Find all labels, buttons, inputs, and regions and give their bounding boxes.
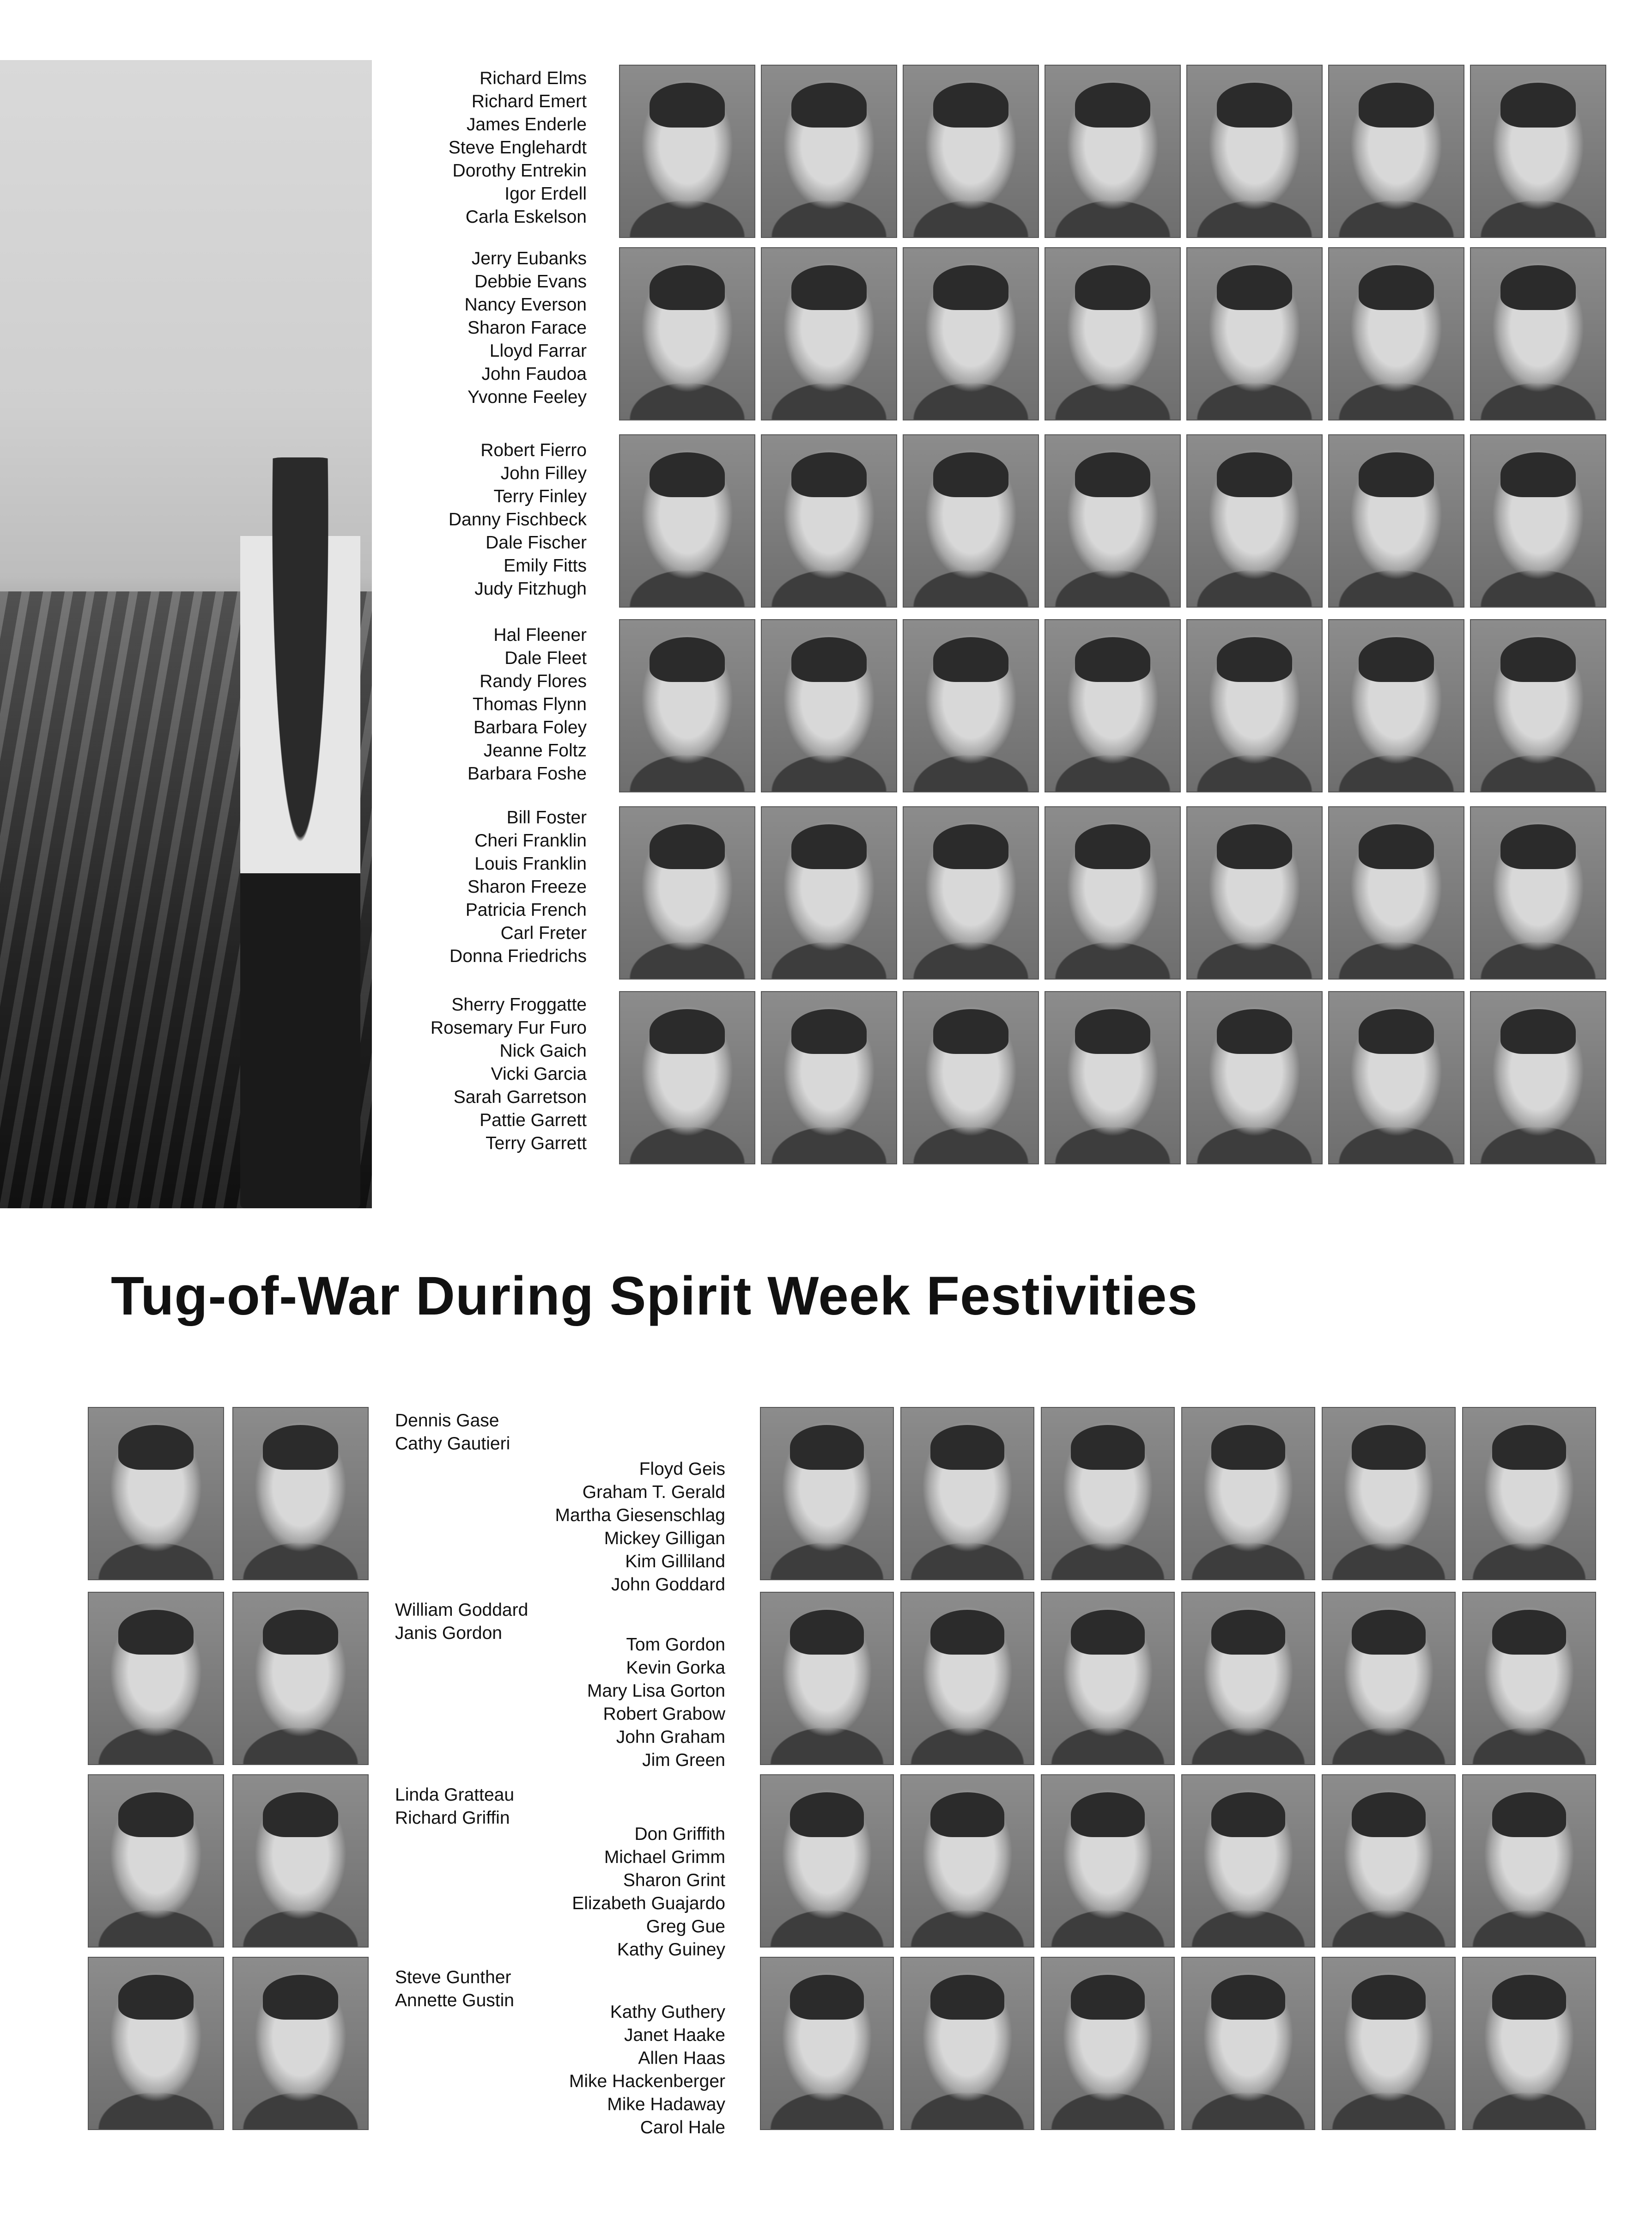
name-label: Sarah Garretson xyxy=(453,1087,587,1107)
student-portrait xyxy=(232,1407,369,1580)
name-label: Donna Friedrichs xyxy=(449,946,587,966)
portrait-hair-shape xyxy=(1071,1610,1145,1654)
name-label: John Filley xyxy=(500,463,587,483)
name-label: Sharon Farace xyxy=(468,318,587,338)
name-label: Greg Gue xyxy=(646,1917,725,1936)
name-label: Nancy Everson xyxy=(464,295,587,315)
student-portrait xyxy=(761,434,897,608)
student-portrait xyxy=(1470,619,1606,792)
student-portrait xyxy=(761,65,897,238)
student-portrait xyxy=(1462,1592,1596,1765)
name-label: Sharon Freeze xyxy=(468,877,587,897)
portrait-hair-shape xyxy=(1211,1975,1285,2019)
student-portrait xyxy=(1328,806,1464,980)
name-label: Sherry Froggatte xyxy=(451,995,587,1015)
name-label: Kathy Guiney xyxy=(617,1940,725,1960)
student-portrait xyxy=(900,1592,1034,1765)
name-label: Patricia French xyxy=(465,900,587,920)
name-label: Dale Fleet xyxy=(504,648,587,668)
portrait-hair-shape xyxy=(1075,637,1150,682)
portrait-hair-shape xyxy=(1492,1792,1566,1837)
portrait-hair-shape xyxy=(650,1009,725,1053)
portrait-hair-shape xyxy=(650,824,725,869)
student-portrait xyxy=(760,1407,894,1580)
portrait-hair-shape xyxy=(118,1975,194,2019)
portrait-hair-shape xyxy=(933,1009,1008,1053)
student-portrait xyxy=(1186,619,1323,792)
student-portrait xyxy=(1470,434,1606,608)
portrait-hair-shape xyxy=(1075,452,1150,497)
name-label: Pattie Garrett xyxy=(480,1110,587,1130)
portrait-hair-shape xyxy=(1359,1009,1434,1053)
student-portrait xyxy=(1045,991,1181,1164)
bottom-names-group-4 xyxy=(513,2001,725,2139)
portrait-hair-shape xyxy=(118,1425,194,1469)
name-label: Thomas Flynn xyxy=(472,694,587,714)
portrait-hair-shape xyxy=(650,83,725,127)
student-portrait xyxy=(1322,1407,1456,1580)
page-banner-title: Tug-of-War During Spirit Week Festivities xyxy=(111,1266,1198,1327)
portrait-hair-shape xyxy=(1352,1610,1426,1654)
portrait-hair-shape xyxy=(1071,1975,1145,2019)
portrait-hair-shape xyxy=(650,637,725,682)
name-label: Jerry Eubanks xyxy=(471,249,587,268)
student-portrait xyxy=(232,1592,369,1765)
name-label: Jeanne Foltz xyxy=(483,741,587,761)
student-portrait xyxy=(1462,1957,1596,2130)
portrait-hair-shape xyxy=(118,1792,194,1837)
name-label: Nick Gaich xyxy=(499,1041,587,1061)
student-portrait xyxy=(1322,1592,1456,1765)
name-label: Danny Fischbeck xyxy=(448,510,587,530)
student-portrait xyxy=(88,1407,224,1580)
portrait-hair-shape xyxy=(650,452,725,497)
student-portrait xyxy=(1045,247,1181,420)
portrait-hair-shape xyxy=(1217,83,1292,127)
portrait-hair-shape xyxy=(1211,1425,1285,1469)
name-label: Sharon Grint xyxy=(623,1870,725,1890)
student-portrait xyxy=(1186,247,1323,420)
name-label: Emily Fitts xyxy=(504,556,587,576)
student-portrait xyxy=(761,806,897,980)
student-portrait xyxy=(761,247,897,420)
portrait-hair-shape xyxy=(791,83,867,127)
student-portrait xyxy=(1328,619,1464,792)
portrait-hair-shape xyxy=(791,1009,867,1053)
portrait-hair-shape xyxy=(1492,1425,1566,1469)
portrait-hair-shape xyxy=(930,1792,1004,1837)
student-portrait xyxy=(903,434,1039,608)
student-portrait xyxy=(619,806,755,980)
portrait-hair-shape xyxy=(263,1610,338,1654)
student-portrait xyxy=(903,65,1039,238)
name-label: Don Griffith xyxy=(634,1824,725,1844)
name-label: Debbie Evans xyxy=(474,272,587,292)
student-portrait xyxy=(1462,1407,1596,1580)
student-portrait xyxy=(1045,434,1181,608)
name-label: Cheri Franklin xyxy=(474,831,587,851)
name-label: Judy Fitzhugh xyxy=(474,579,587,599)
student-portrait xyxy=(232,1774,369,1948)
student-portrait xyxy=(1186,65,1323,238)
portrait-hair-shape xyxy=(790,1792,864,1837)
name-label: Lloyd Farrar xyxy=(489,341,587,361)
portrait-hair-shape xyxy=(1359,452,1434,497)
name-label: James Enderle xyxy=(466,115,587,134)
top-names-group-1 xyxy=(383,67,587,229)
student-portrait xyxy=(1328,991,1464,1164)
portrait-hair-shape xyxy=(933,83,1008,127)
student-portrait xyxy=(760,1774,894,1948)
student-portrait xyxy=(1181,1774,1315,1948)
bottom-pair-names-1 xyxy=(395,1409,571,1455)
student-portrait xyxy=(903,991,1039,1164)
name-label: Janis Gordon xyxy=(395,1623,502,1643)
student-portrait xyxy=(1470,247,1606,420)
name-label: Rosemary Fur Furo xyxy=(430,1018,587,1038)
top-names-group-4 xyxy=(383,624,587,785)
student-portrait xyxy=(1328,434,1464,608)
portrait-hair-shape xyxy=(791,637,867,682)
student-portrait xyxy=(903,806,1039,980)
portrait-hair-shape xyxy=(1500,83,1576,127)
student-portrait xyxy=(1041,1407,1175,1580)
student-portrait xyxy=(900,1957,1034,2130)
student-portrait xyxy=(1041,1592,1175,1765)
student-portrait xyxy=(619,991,755,1164)
name-label: Barbara Foley xyxy=(474,718,587,737)
name-label: Yvonne Feeley xyxy=(467,387,587,407)
student-portrait xyxy=(1181,1592,1315,1765)
portrait-hair-shape xyxy=(1071,1425,1145,1469)
name-label: John Faudoa xyxy=(481,364,587,384)
name-label: Steve Englehardt xyxy=(448,138,587,158)
portrait-hair-shape xyxy=(933,265,1008,310)
student-portrait xyxy=(619,434,755,608)
portrait-hair-shape xyxy=(933,637,1008,682)
portrait-hair-shape xyxy=(791,452,867,497)
student-portrait xyxy=(760,1957,894,2130)
student-portrait xyxy=(1181,1957,1315,2130)
name-label: Vicki Garcia xyxy=(491,1064,587,1084)
portrait-hair-shape xyxy=(1359,83,1434,127)
standing-student-image xyxy=(240,457,360,1208)
name-label: Randy Flores xyxy=(480,671,587,691)
portrait-hair-shape xyxy=(1359,265,1434,310)
name-label: Dennis Gase xyxy=(395,1411,499,1431)
portrait-hair-shape xyxy=(1217,1009,1292,1053)
name-label: Steve Gunther xyxy=(395,1967,511,1987)
portrait-hair-shape xyxy=(1217,824,1292,869)
portrait-hair-shape xyxy=(1492,1610,1566,1654)
student-portrait xyxy=(1041,1957,1175,2130)
student-portrait xyxy=(903,619,1039,792)
name-label: John Graham xyxy=(616,1727,725,1747)
portrait-hair-shape xyxy=(1352,1792,1426,1837)
name-label: Mike Hadaway xyxy=(607,2094,725,2114)
portrait-hair-shape xyxy=(650,265,725,310)
name-label: John Goddard xyxy=(611,1575,725,1595)
name-label: Robert Grabow xyxy=(603,1704,725,1724)
top-names-group-5 xyxy=(383,806,587,968)
portrait-hair-shape xyxy=(933,824,1008,869)
name-label: Linda Gratteau xyxy=(395,1785,515,1805)
portrait-hair-shape xyxy=(1500,452,1576,497)
name-label: Janet Haake xyxy=(624,2025,725,2045)
portrait-hair-shape xyxy=(1075,1009,1150,1053)
portrait-hair-shape xyxy=(1500,637,1576,682)
portrait-hair-shape xyxy=(263,1792,338,1837)
name-label: Carl Freter xyxy=(500,923,587,943)
bottom-names-group-1 xyxy=(513,1458,725,1596)
student-portrait xyxy=(1186,991,1323,1164)
student-portrait xyxy=(1328,65,1464,238)
name-label: Kathy Guthery xyxy=(610,2002,725,2022)
bottom-names-group-3 xyxy=(513,1823,725,1961)
portrait-hair-shape xyxy=(1352,1975,1426,2019)
student-portrait xyxy=(1328,247,1464,420)
portrait-hair-shape xyxy=(1211,1610,1285,1654)
name-label: Elizabeth Guajardo xyxy=(572,1893,725,1913)
name-label: Hal Fleener xyxy=(493,625,587,645)
name-label: Bill Foster xyxy=(506,808,587,828)
name-label: Allen Haas xyxy=(638,2048,725,2068)
name-label: Graham T. Gerald xyxy=(582,1482,725,1502)
student-portrait xyxy=(88,1592,224,1765)
student-portrait xyxy=(1181,1407,1315,1580)
student-portrait xyxy=(903,247,1039,420)
student-portrait xyxy=(1470,806,1606,980)
portrait-hair-shape xyxy=(790,1425,864,1469)
student-portrait xyxy=(900,1407,1034,1580)
portrait-hair-shape xyxy=(933,452,1008,497)
portrait-hair-shape xyxy=(1217,637,1292,682)
student-portrait xyxy=(1470,991,1606,1164)
name-label: Martha Giesenschlag xyxy=(555,1505,725,1525)
portrait-hair-shape xyxy=(790,1610,864,1654)
portrait-hair-shape xyxy=(1075,265,1150,310)
student-portrait xyxy=(88,1774,224,1948)
top-names-group-3 xyxy=(383,439,587,601)
name-label: Mike Hackenberger xyxy=(569,2071,725,2091)
portrait-hair-shape xyxy=(1075,83,1150,127)
portrait-hair-shape xyxy=(263,1425,338,1469)
student-portrait xyxy=(1322,1774,1456,1948)
name-label: Annette Gustin xyxy=(395,1991,514,2010)
portrait-hair-shape xyxy=(1500,1009,1576,1053)
name-label: Kim Gilliland xyxy=(625,1552,725,1571)
portrait-hair-shape xyxy=(1211,1792,1285,1837)
student-portrait xyxy=(619,619,755,792)
name-label: Mickey Gilligan xyxy=(604,1528,725,1548)
name-label: Barbara Foshe xyxy=(468,764,587,784)
student-portrait xyxy=(900,1774,1034,1948)
portrait-hair-shape xyxy=(1500,265,1576,310)
name-label: Kevin Gorka xyxy=(626,1658,725,1678)
student-portrait xyxy=(1470,65,1606,238)
student-portrait xyxy=(1045,619,1181,792)
name-label: Carol Hale xyxy=(640,2118,725,2137)
portrait-hair-shape xyxy=(1359,824,1434,869)
student-portrait xyxy=(619,247,755,420)
portrait-hair-shape xyxy=(791,265,867,310)
portrait-hair-shape xyxy=(790,1975,864,2019)
student-portrait xyxy=(1045,806,1181,980)
bottom-names-group-2 xyxy=(513,1633,725,1772)
name-label: Dale Fischer xyxy=(486,533,587,553)
student-portrait xyxy=(761,619,897,792)
name-label: Terry Finley xyxy=(493,487,587,506)
name-label: Michael Grimm xyxy=(604,1847,725,1867)
top-names-group-6 xyxy=(383,993,587,1155)
name-label: Richard Griffin xyxy=(395,1808,510,1828)
portrait-hair-shape xyxy=(1217,452,1292,497)
portrait-hair-shape xyxy=(791,824,867,869)
portrait-hair-shape xyxy=(1075,824,1150,869)
student-portrait xyxy=(1045,65,1181,238)
name-label: Dorothy Entrekin xyxy=(452,161,587,181)
portrait-hair-shape xyxy=(1359,637,1434,682)
portrait-hair-shape xyxy=(118,1610,194,1654)
student-portrait xyxy=(232,1957,369,2130)
student-portrait xyxy=(761,991,897,1164)
student-portrait xyxy=(619,65,755,238)
student-portrait xyxy=(1322,1957,1456,2130)
name-label: Carla Eskelson xyxy=(465,207,587,227)
name-label: Cathy Gautieri xyxy=(395,1434,510,1454)
name-label: Igor Erdell xyxy=(504,184,587,204)
portrait-hair-shape xyxy=(1500,824,1576,869)
student-portrait xyxy=(1041,1774,1175,1948)
portrait-hair-shape xyxy=(263,1975,338,2019)
feature-photo-tug-of-war xyxy=(0,60,372,1208)
name-label: Robert Fierro xyxy=(480,440,587,460)
portrait-hair-shape xyxy=(1217,265,1292,310)
name-label: Mary Lisa Gorton xyxy=(587,1681,725,1701)
student-portrait xyxy=(1186,806,1323,980)
name-label: Louis Franklin xyxy=(474,854,587,874)
student-portrait xyxy=(1186,434,1323,608)
student-portrait xyxy=(88,1957,224,2130)
name-label: Richard Emert xyxy=(471,91,587,111)
name-label: Terry Garrett xyxy=(486,1133,587,1153)
name-label: Richard Elms xyxy=(480,68,587,88)
portrait-hair-shape xyxy=(1352,1425,1426,1469)
student-portrait xyxy=(1462,1774,1596,1948)
portrait-hair-shape xyxy=(930,1425,1004,1469)
name-label: Jim Green xyxy=(642,1750,725,1770)
portrait-hair-shape xyxy=(930,1610,1004,1654)
top-names-group-2 xyxy=(383,247,587,409)
name-label: Tom Gordon xyxy=(626,1635,725,1655)
name-label: Floyd Geis xyxy=(639,1459,725,1479)
student-portrait xyxy=(760,1592,894,1765)
portrait-hair-shape xyxy=(930,1975,1004,2019)
portrait-hair-shape xyxy=(1492,1975,1566,2019)
portrait-hair-shape xyxy=(1071,1792,1145,1837)
name-label: William Goddard xyxy=(395,1600,528,1620)
